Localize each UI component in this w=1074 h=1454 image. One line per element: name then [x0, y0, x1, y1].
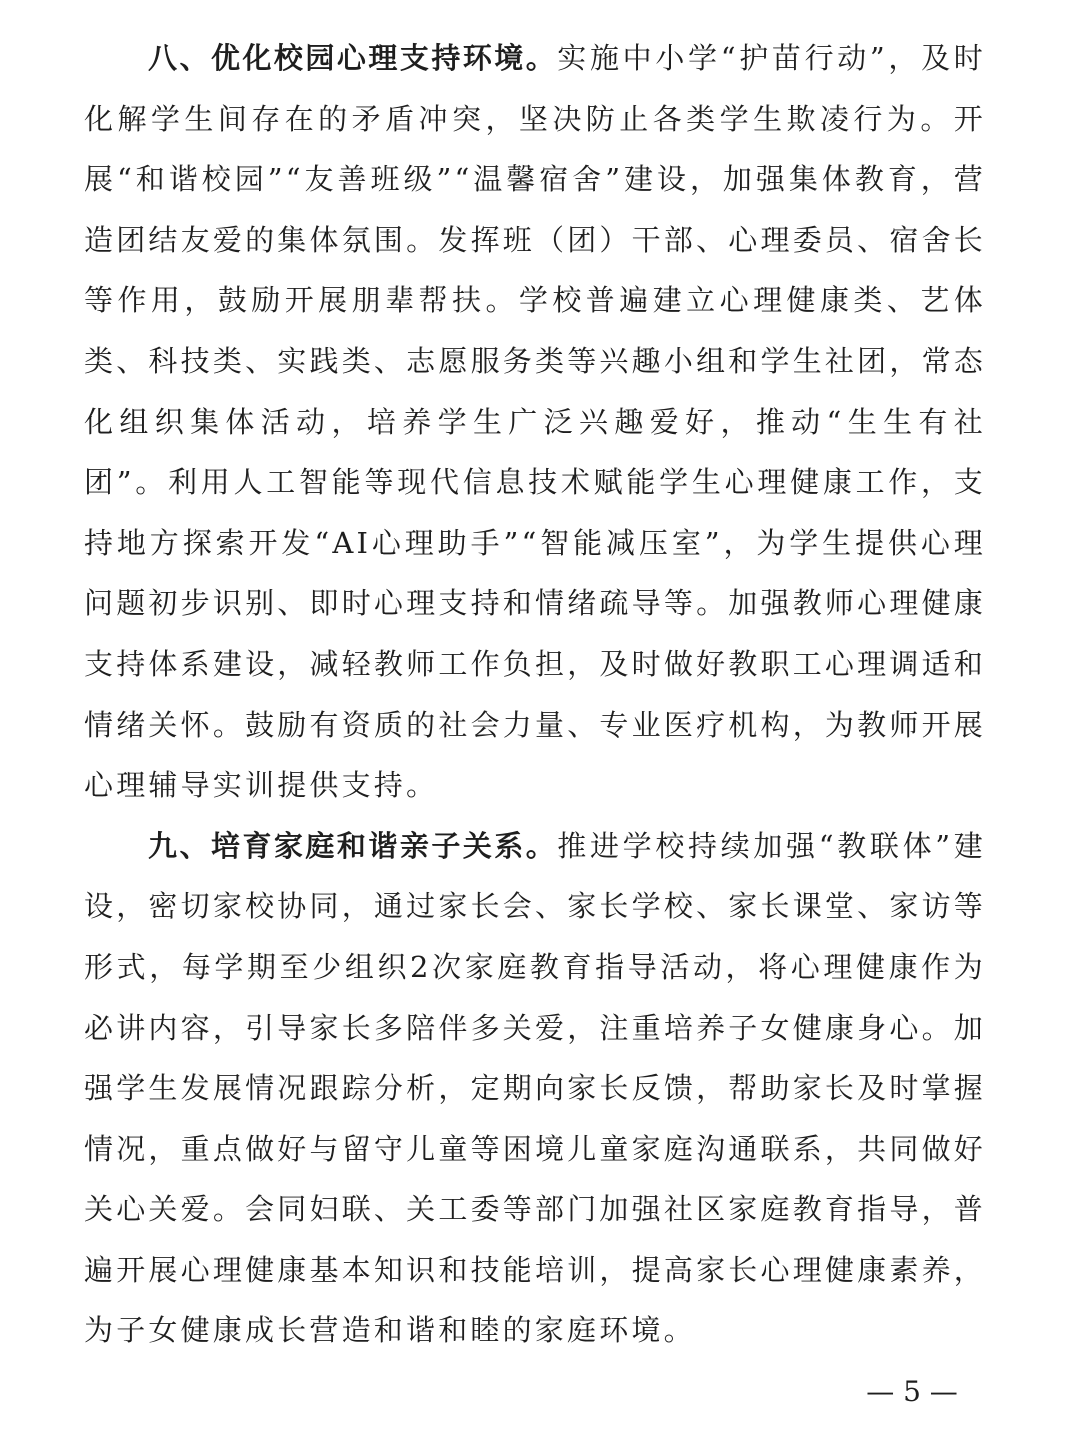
section-heading: 八、优化校园心理支持环境。: [148, 41, 558, 75]
paragraph-section-8: [84, 28, 986, 816]
section-body: 推进学校持续加强“教联体”建设，密切家校协同，通过家长会、家长学校、家长课堂、家访等形式，每学期至少组织2次家庭教育指导活动，将心理健康作为必讲内容，引导家长多陪伴多关爱，注重培养子女健康身心。加强学生发展情况跟踪分析，定期向家长反馈，帮助家长及时掌握情况，重点做好与留守儿童等困境儿童家庭沟通联系，共同做好关心关爱。会同妇联、关工委等部门加强社区家庭教育指导，普遍开展心理健康基本知识和技能培训，提高家长心理健康素养，为子女健康成长营造和谐和睦的家庭环境。: [84, 828, 986, 1348]
section-heading: 九、培育家庭和谐亲子关系。: [148, 828, 558, 863]
section-body: 实施中小学“护苗行动”，及时化解学生间存在的矛盾冲突，坚决防止各类学生欺凌行为。开展“和谐校园”“友善班级”“温馨宿舍”建设，加强集体教育，营造团结友爱的集体氛围。发挥班（团）干部、心理委员、宿舍长等作用，鼓励开展朋辈帮扶。学校普遍建立心理健康类、艺体类、科技类、实践类、志愿服务类等兴趣小组和学生社团，常态化组织集体活动，培养学生广泛兴趣爱好，推动“生生有社团”。利用人工智能等现代信息技术赋能学生心理健康工作，支持地方探索开发“AI心理助手”“智能减压室”，为学生提供心理问题初步识别、即时心理支持和情绪疏导等。加强教师心理健康支持体系建设，减轻教师工作负担，及时做好教职工心理调适和情绪关怀。鼓励有资质的社会力量、专业医疗机构，为教师开展心理辅导实训提供支持。: [84, 41, 986, 803]
document-page: [84, 28, 986, 1361]
page-number: — 5 —: [866, 1375, 958, 1408]
paragraph-section-9: [84, 816, 986, 1361]
